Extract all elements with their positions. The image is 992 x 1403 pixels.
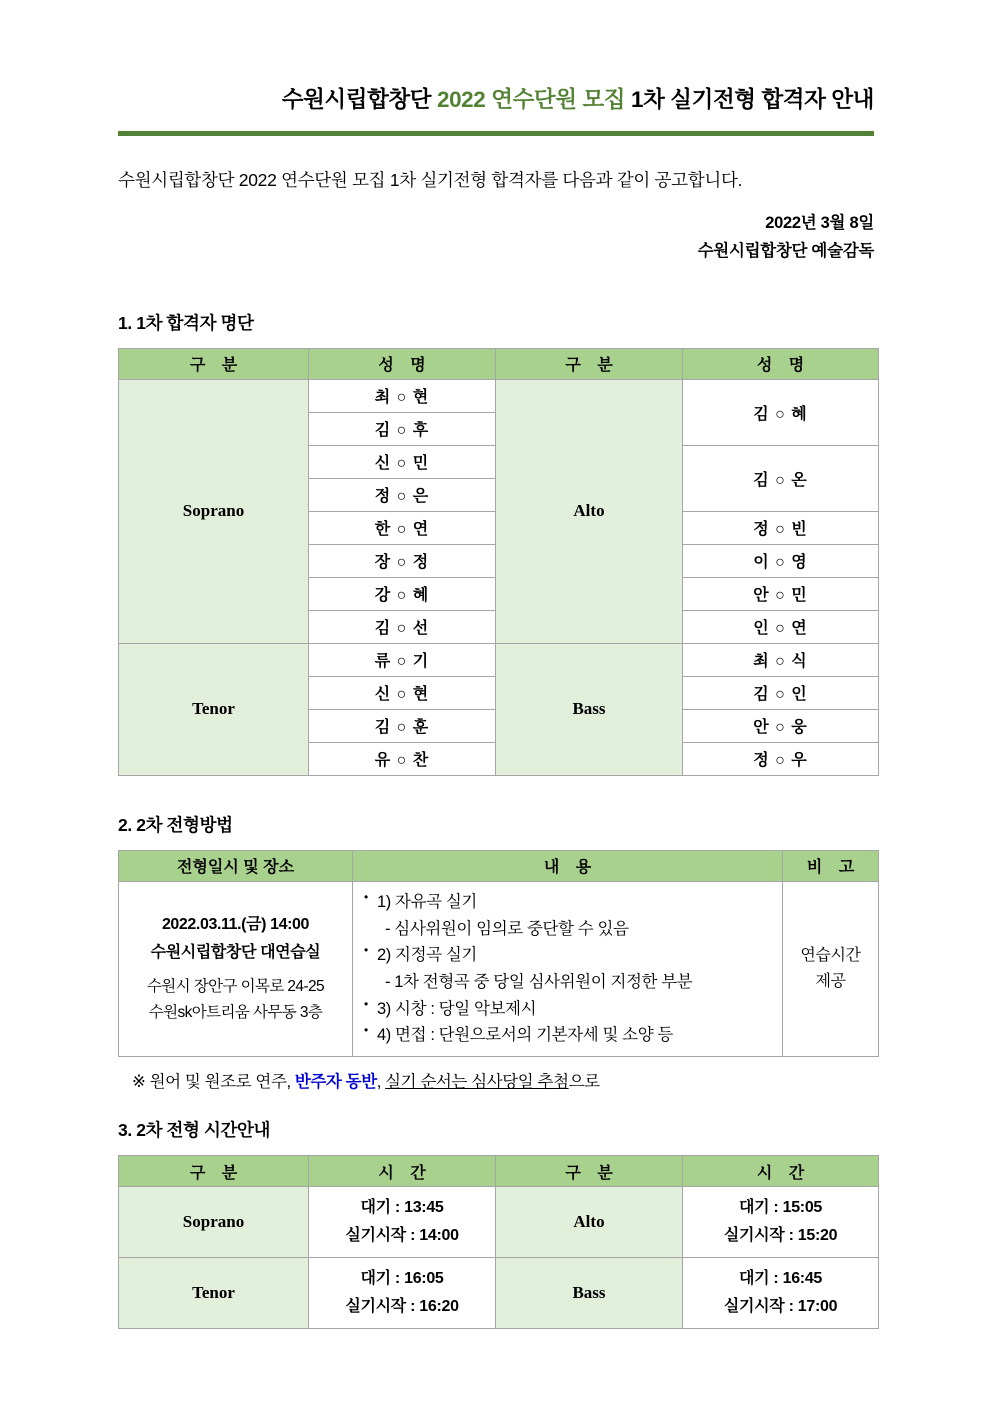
name-cell: 한 ○ 연 <box>309 511 496 544</box>
part-label-tenor: Tenor <box>119 1258 309 1329</box>
section-1-heading: 1. 1차 합격자 명단 <box>118 312 254 333</box>
exam-address-line-2: 수원sk아트리움 사무동 3층 <box>148 1004 323 1022</box>
column-header-time-right: 시 간 <box>683 1156 879 1187</box>
start-time: 실기시작 : 17:00 <box>723 1298 838 1316</box>
note-text-1: 원어 및 원조로 연주, <box>145 1073 295 1092</box>
note-text-3: 으로 <box>568 1073 600 1092</box>
name-cell: 이 ○ 영 <box>683 544 879 577</box>
part-label-soprano: Soprano <box>119 379 309 643</box>
signature-block <box>118 210 874 264</box>
issuer-name: 수원시립합창단 예술감독 <box>697 241 874 260</box>
exam-datetime: 2022.03.11.(금) 14:00 <box>161 916 310 934</box>
name-cell: 김 ○ 인 <box>683 676 879 709</box>
issue-date: 2022년 3월 8일 <box>765 214 874 233</box>
start-time: 실기시작 : 16:20 <box>345 1298 459 1316</box>
time-cell-soprano <box>309 1187 496 1258</box>
name-cell: 김 ○ 온 <box>683 445 879 511</box>
table-row <box>119 643 879 676</box>
table-header-row <box>119 348 879 379</box>
time-cell-alto <box>683 1187 879 1258</box>
column-header-part-left: 구 분 <box>119 1156 309 1187</box>
exam-remark-cell <box>783 881 879 1056</box>
intro-paragraph: 수원시립합창단 2022 연수단원 모집 1차 실기전형 합격자를 다음과 같이 공고합니다. <box>118 170 743 191</box>
list-item: • 2) 지정곡 실기 <box>363 942 778 969</box>
wait-time: 대기 : 16:05 <box>360 1270 444 1288</box>
wait-time: 대기 : 16:45 <box>738 1270 823 1288</box>
column-header-when-where: 전형일시 및 장소 <box>119 850 353 881</box>
section-3-heading: 3. 2차 전형 시간안내 <box>118 1120 271 1141</box>
list-item: • 1) 자유곡 실기 <box>363 889 778 916</box>
exam-when-where-cell <box>119 881 353 1056</box>
note-text-2: , <box>376 1073 386 1092</box>
remark-line-1: 연습시간 <box>800 947 861 965</box>
remark-line-2: 제공 <box>815 972 846 990</box>
title-part-green: 2022 연수단원 모집 <box>436 87 626 112</box>
start-time: 실기시작 : 15:20 <box>723 1227 838 1245</box>
column-header-name-right: 성 명 <box>683 348 879 379</box>
name-cell: 김 ○ 후 <box>309 412 496 445</box>
name-cell: 장 ○ 정 <box>309 544 496 577</box>
table-row <box>119 881 879 1056</box>
column-header-time-left: 시 간 <box>309 1156 496 1187</box>
part-label-alto: Alto <box>496 1187 683 1258</box>
column-header-name-left: 성 명 <box>309 348 496 379</box>
part-label-tenor: Tenor <box>119 643 309 775</box>
list-item: • 4) 면접 : 단원으로서의 기본자세 및 소양 등 <box>363 1022 778 1049</box>
name-cell: 최 ○ 식 <box>683 643 879 676</box>
name-cell: 안 ○ 민 <box>683 577 879 610</box>
column-header-part-right: 구 분 <box>496 1156 683 1187</box>
exam-method-table <box>118 850 879 1057</box>
start-time: 실기시작 : 14:00 <box>345 1227 459 1245</box>
page-title <box>118 0 874 114</box>
table-row <box>119 1187 879 1258</box>
name-cell: 정 ○ 빈 <box>683 511 879 544</box>
exam-note <box>118 1068 874 1092</box>
title-part-2: 1차 실기전형 합격자 안내 <box>625 87 874 112</box>
column-header-content: 내 용 <box>353 850 783 881</box>
column-header-remark: 비 고 <box>783 850 879 881</box>
name-cell: 정 ○ 우 <box>683 742 879 775</box>
table-row <box>119 1258 879 1329</box>
part-label-bass: Bass <box>496 643 683 775</box>
part-label-bass: Bass <box>496 1258 683 1329</box>
note-mark: ※ <box>132 1073 146 1092</box>
note-highlight: 반주자 동반 <box>294 1073 377 1092</box>
exam-time-table <box>118 1155 879 1329</box>
table-row <box>119 379 879 412</box>
column-header-part-right: 구 분 <box>496 348 683 379</box>
time-cell-tenor <box>309 1258 496 1329</box>
table-header-row <box>119 1156 879 1187</box>
section-2-heading: 2. 2차 전형방법 <box>118 814 233 835</box>
name-cell: 신 ○ 민 <box>309 445 496 478</box>
pass-list-table <box>118 348 879 776</box>
table-header-row <box>119 850 879 881</box>
title-part-1: 수원시립합창단 <box>281 87 437 112</box>
wait-time: 대기 : 15:05 <box>738 1199 823 1217</box>
name-cell: 안 ○ 웅 <box>683 709 879 742</box>
part-label-alto: Alto <box>496 379 683 643</box>
name-cell: 김 ○ 훈 <box>309 709 496 742</box>
name-cell: 유 ○ 찬 <box>309 742 496 775</box>
name-cell: 최 ○ 현 <box>309 379 496 412</box>
name-cell: 정 ○ 은 <box>309 478 496 511</box>
name-cell: 인 ○ 연 <box>683 610 879 643</box>
list-item: - 심사위원이 임의로 중단할 수 있음 <box>385 919 629 938</box>
title-divider <box>118 131 874 136</box>
name-cell: 김 ○ 혜 <box>683 379 879 445</box>
exam-content-cell <box>353 881 783 1056</box>
list-item: - 1차 전형곡 중 당일 심사위원이 지정한 부분 <box>385 972 693 991</box>
name-cell: 신 ○ 현 <box>309 676 496 709</box>
exam-step-list <box>363 889 778 1049</box>
time-cell-bass <box>683 1258 879 1329</box>
list-item: • 3) 시창 : 당일 악보제시 <box>363 996 778 1023</box>
part-label-soprano: Soprano <box>119 1187 309 1258</box>
name-cell: 강 ○ 혜 <box>309 577 496 610</box>
name-cell: 김 ○ 선 <box>309 610 496 643</box>
exam-venue: 수원시립합창단 대연습실 <box>150 944 321 962</box>
wait-time: 대기 : 13:45 <box>360 1199 444 1217</box>
column-header-part-left: 구 분 <box>119 348 309 379</box>
name-cell: 류 ○ 기 <box>309 643 496 676</box>
exam-address-line-1: 수원시 장안구 이목로 24-25 <box>146 978 325 996</box>
note-underlined: 실기 순서는 심사당일 추첨 <box>385 1073 569 1092</box>
